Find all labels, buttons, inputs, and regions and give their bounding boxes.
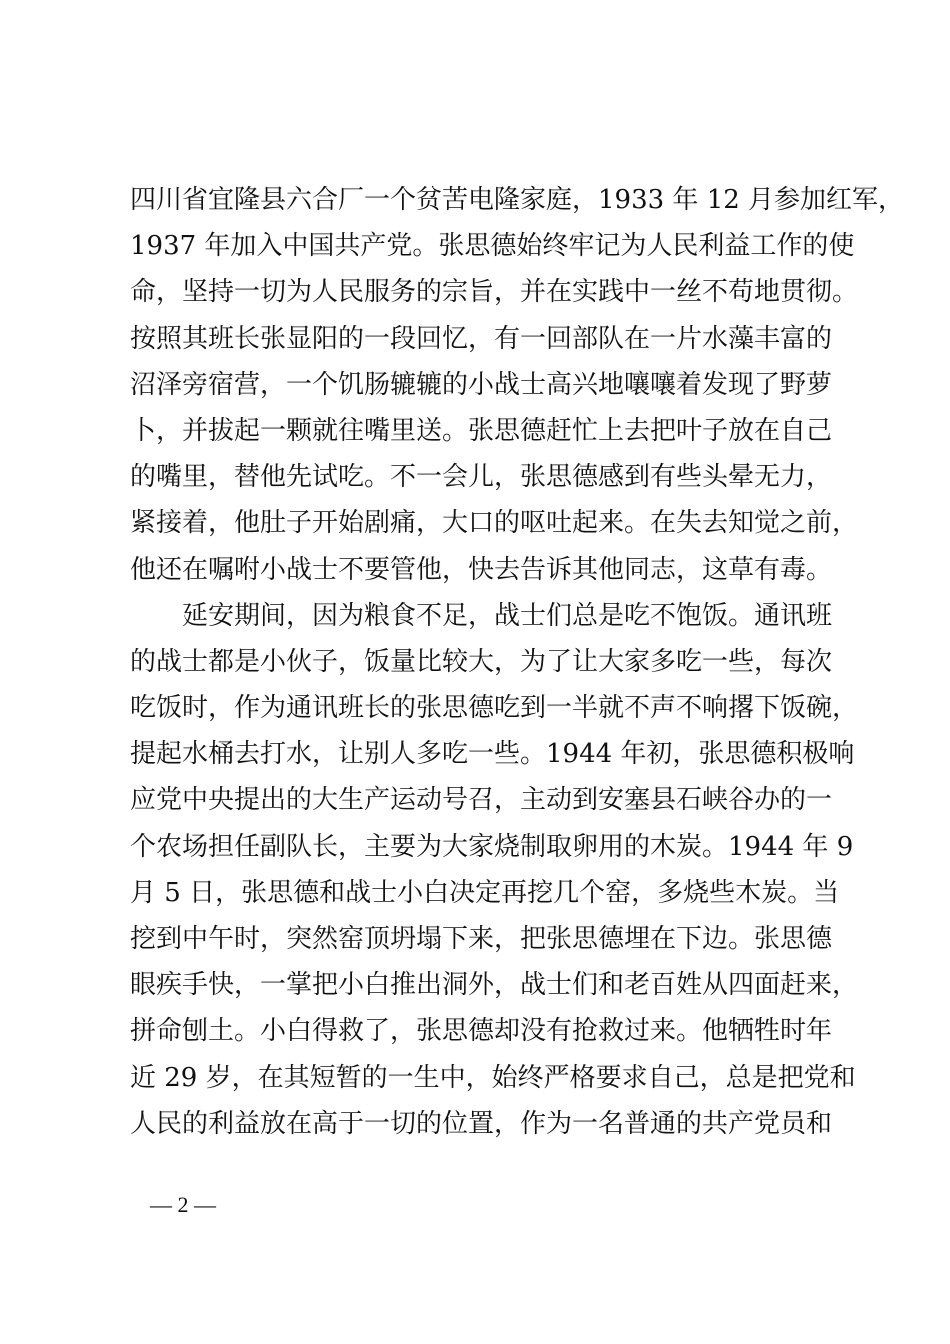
- text-line: 吃饭时，作为通讯班长的张思德吃到一半就不声不响撂下饭碗，: [130, 693, 859, 724]
- text-line: 卜，并拔起一颗就往嘴里送。张思德赶忙上去把叶子放在自己: [130, 415, 833, 446]
- text-line: 人民的利益放在高于一切的位置，作为一名普通的共产党员和: [130, 1108, 833, 1139]
- document-body: [130, 182, 905, 1152]
- text-line: 眼疾手快，一掌把小白推出洞外，战士们和老百姓从四面赶来，: [130, 970, 859, 1001]
- text-line: 延安期间，因为粮食不足，战士们总是吃不饱饭。通讯班: [182, 600, 833, 631]
- text-line: 命，坚持一切为人民服务的宗旨，并在实践中一丝不苟地贯彻。: [130, 277, 859, 308]
- text-line: 紧接着，他肚子开始剧痛，大口的呕吐起来。在失去知觉之前，: [130, 508, 859, 539]
- page-number: — 2 —: [150, 1192, 216, 1217]
- text-line: 应党中央提出的大生产运动号召，主动到安塞县石峡谷办的一: [130, 785, 833, 816]
- text-line: 的战士都是小伙子，饭量比较大，为了让大家多吃一些，每次: [130, 646, 833, 677]
- text-line: 提起水桶去打水，让别人多吃一些。1944 年初，张思德积极响: [130, 739, 855, 770]
- text-line: 个农场担任副队长，主要为大家烧制取卵用的木炭。1944 年 9: [130, 831, 854, 862]
- text-line: 他还在嘱咐小战士不要管他，快去告诉其他同志，这草有毒。: [130, 554, 833, 585]
- text-line: 四川省宜隆县六合厂一个贫苦电隆家庭，1933 年 12 月参加红军，: [130, 185, 905, 215]
- text-line: 沼泽旁宿营，一个饥肠辘辘的小战士高兴地嚷嚷着发现了野萝: [130, 369, 833, 400]
- text-line: 的嘴里，替他先试吃。不一会儿，张思德感到有些头晕无力，: [130, 462, 833, 493]
- text-line: 拼命刨土。小白得救了，张思德却没有抢救过来。他牺牲时年: [130, 1016, 833, 1047]
- paragraph: [130, 598, 859, 1152]
- paragraph: [130, 182, 905, 598]
- text-line: 1937 年加入中国共产党。张思德始终牢记为人民利益工作的使: [130, 231, 855, 262]
- text-line: 挖到中午时，突然窑顶坍塌下来，把张思德埋在下边。张思德: [130, 924, 833, 954]
- text-line: 月 5 日，张思德和战士小白决定再挖几个窑，多烧些木炭。当: [130, 877, 840, 908]
- text-line: 近 29 岁，在其短暂的一生中，始终严格要求自己，总是把党和: [130, 1062, 856, 1093]
- text-line: 按照其班长张显阳的一段回忆，有一回部队在一片水藻丰富的: [130, 323, 833, 354]
